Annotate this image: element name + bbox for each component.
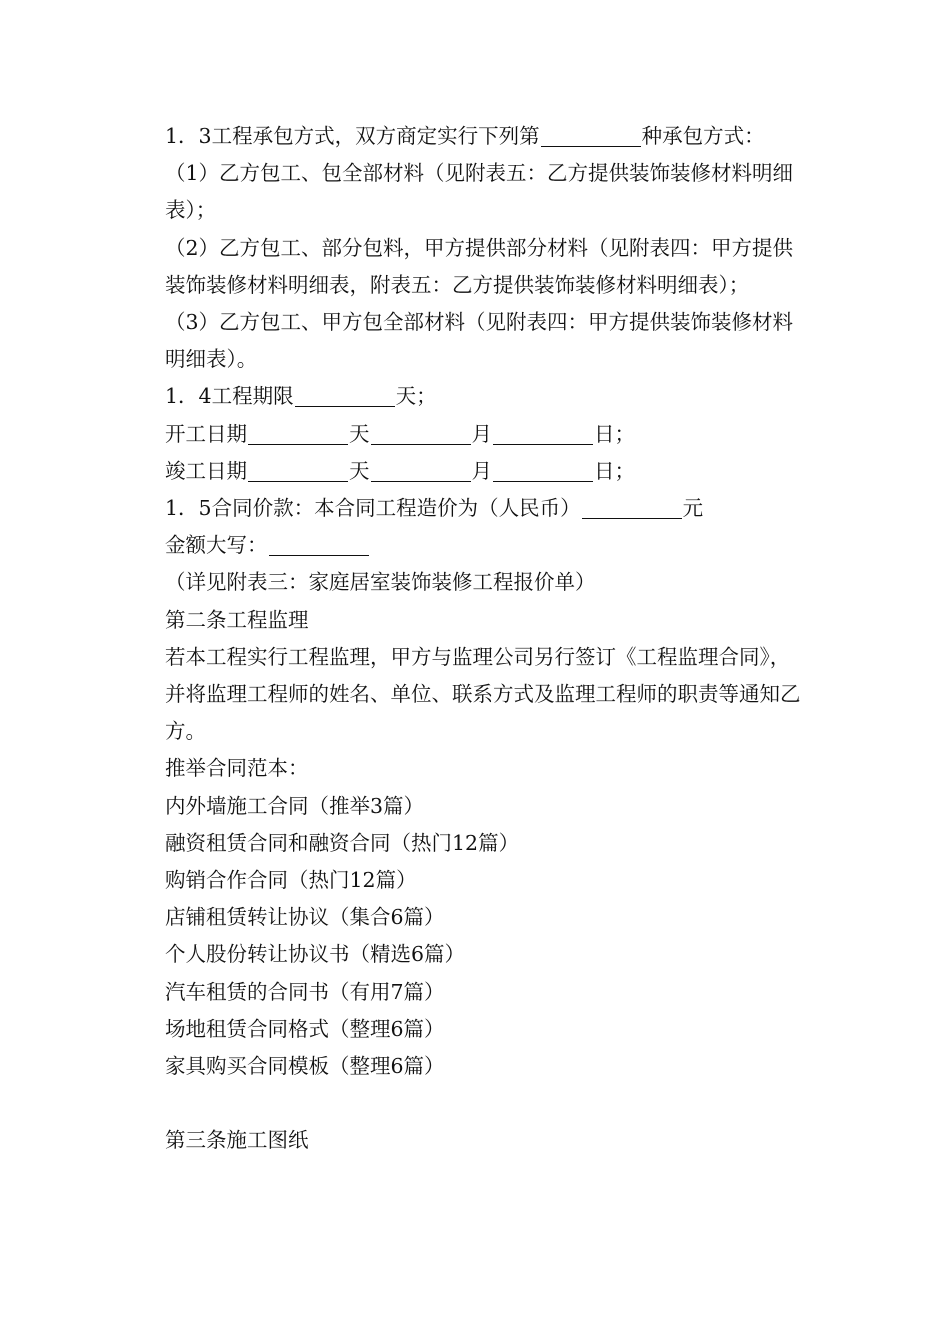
clause-1-4 <box>145 378 810 415</box>
article-2-title: 第二条工程监理 <box>165 607 309 632</box>
option-2: （2）乙方包工、部分包料，甲方提供部分材料（见附表四：甲方提供装饰装修材料明细表，附表五：乙方提供装饰装修材料明细表）； <box>165 235 794 297</box>
clause-1-4-text: 1．4工程期限 <box>165 384 294 409</box>
recommend-item[interactable]: 内外墙施工合同（推举3篇） <box>165 793 425 818</box>
clause-1-3-text: 1．3工程承包方式，双方商定实行下列第 <box>165 124 540 148</box>
end-date-line <box>145 453 810 490</box>
clause-1-5-text: 1．5合同价款：本合同工程造价为（人民币） <box>165 496 581 521</box>
quote-note: （详见附表三：家庭居室装饰装修工程报价单） <box>165 570 596 595</box>
end-date-day: 天 <box>349 458 370 483</box>
recommend-title: 推举合同范本： <box>165 756 309 781</box>
end-date-month: 月 <box>471 458 492 483</box>
end-date-blank-1[interactable] <box>248 459 348 482</box>
end-date-label: 竣工日期 <box>165 458 247 483</box>
start-date-label: 开工日期 <box>165 421 247 446</box>
recommend-item[interactable]: 店铺租赁转让协议（集合6篇） <box>165 905 445 930</box>
end-date-date: 日； <box>594 458 635 483</box>
recommend-item[interactable]: 个人股份转让协议书（精选6篇） <box>165 942 466 967</box>
document-body <box>145 118 810 1159</box>
start-date-line <box>145 416 810 453</box>
spacer <box>145 1085 810 1122</box>
recommend-item[interactable]: 购销合作合同（热门12篇） <box>165 868 417 893</box>
article-3-title: 第三条施工图纸 <box>165 1128 309 1153</box>
start-date-day: 天 <box>349 421 370 446</box>
amount-in-words <box>145 527 810 564</box>
recommend-item[interactable]: 家具购买合同模板（整理6篇） <box>165 1054 445 1079</box>
recommend-item[interactable]: 汽车租赁的合同书（有用7篇） <box>165 979 445 1004</box>
start-date-blank-3[interactable] <box>493 422 593 445</box>
start-date-month: 月 <box>471 421 492 446</box>
end-date-blank-3[interactable] <box>493 459 593 482</box>
start-date-blank-1[interactable] <box>248 422 348 445</box>
amount-in-words-blank[interactable] <box>269 534 369 557</box>
article-2-body: 若本工程实行工程监理，甲方与监理公司另行签订《工程监理合同》，并将监理工程师的姓名、单位、联系方式及监理工程师的职责等通知乙方。 <box>165 644 801 744</box>
clause-1-5 <box>145 490 810 527</box>
amount-in-words-label: 金额大写： <box>165 533 268 558</box>
end-date-blank-2[interactable] <box>371 459 471 482</box>
duration-blank[interactable] <box>295 385 395 408</box>
option-3: （3）乙方包工、甲方包全部材料（见附表四：甲方提供装饰装修材料明细表）。 <box>165 310 794 372</box>
option-1: （1）乙方包工、包全部材料（见附表五：乙方提供装饰装修材料明细表）； <box>165 161 794 223</box>
contract-type-blank[interactable] <box>541 124 641 147</box>
clause-1-4-suffix: 天； <box>395 384 437 409</box>
recommend-item[interactable]: 场地租赁合同格式（整理6篇） <box>165 1016 445 1041</box>
clause-1-5-suffix: 元 <box>682 496 704 521</box>
clause-1-3 <box>145 118 810 155</box>
recommend-item[interactable]: 融资租赁合同和融资合同（热门12篇） <box>165 830 520 855</box>
start-date-date: 日； <box>594 421 635 446</box>
start-date-blank-2[interactable] <box>371 422 471 445</box>
price-blank[interactable] <box>582 497 682 520</box>
clause-1-3-suffix: 种承包方式： <box>641 124 765 148</box>
